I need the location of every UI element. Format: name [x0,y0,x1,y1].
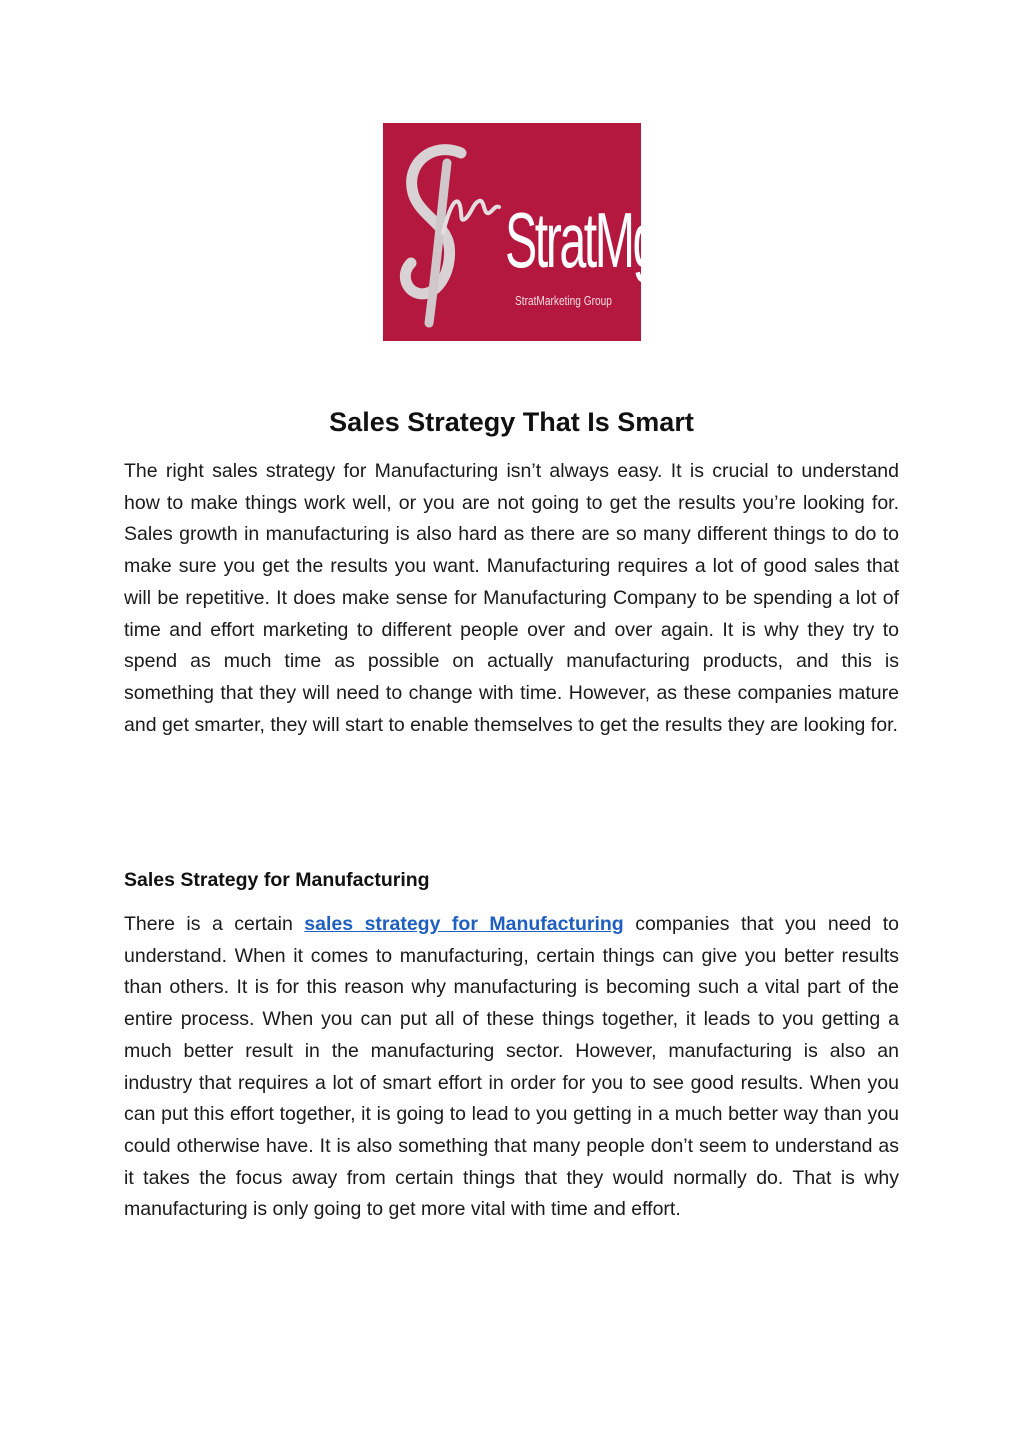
sales-strategy-link[interactable]: sales strategy for Manufacturing [304,913,624,935]
body-paragraph [124,909,899,1226]
paragraph-text-before-link: There is a certain [124,913,305,935]
page-title: Sales Strategy That Is Smart [329,407,694,437]
logo-wordmark: StratMg [505,196,657,284]
stratmg-logo [383,123,657,341]
section-heading: Sales Strategy for Manufacturing [124,869,430,891]
logo-tagline: StratMarketing Group [515,293,612,308]
paragraph-text-after-link: companies that you need to understand. When it comes to manufacturing, certain things can give you better results than others. It is for this reason why manufacturing is becoming such a vital part of the entire process. When you can put all of these things together, it leads to you getting a much better result in the manufacturing sector. However, manufacturing is also an industry that requires a lot of smart effort in order for you to see good results. When you can put this effort together, it is going to lead to you getting in a much better way than you could otherwise have. It is also something that many people don’t seem to understand as it takes the focus away from certain things that they would normally do. That is why manufacturing is only going to get more vital with time and effort. [124,913,899,1221]
intro-paragraph: The right sales strategy for Manufacturing isn’t always easy. It is crucial to understand how to make things work well, or you are not going to get the results you’re looking for. Sales growth in manufacturing is also hard as there are so many different things to do to make sure you get the results you want. Manufacturing requires a lot of good sales that will be repetitive. It does make sense for Manufacturing Company to be spending a lot of time and effort marketing to different people over and over again. It is why they try to spend as much time as possible on actually manufacturing products, and this is something that they will need to change with time. However, as these companies mature and get smarter, they will start to enable themselves to get the results they are looking for. [124,460,899,736]
